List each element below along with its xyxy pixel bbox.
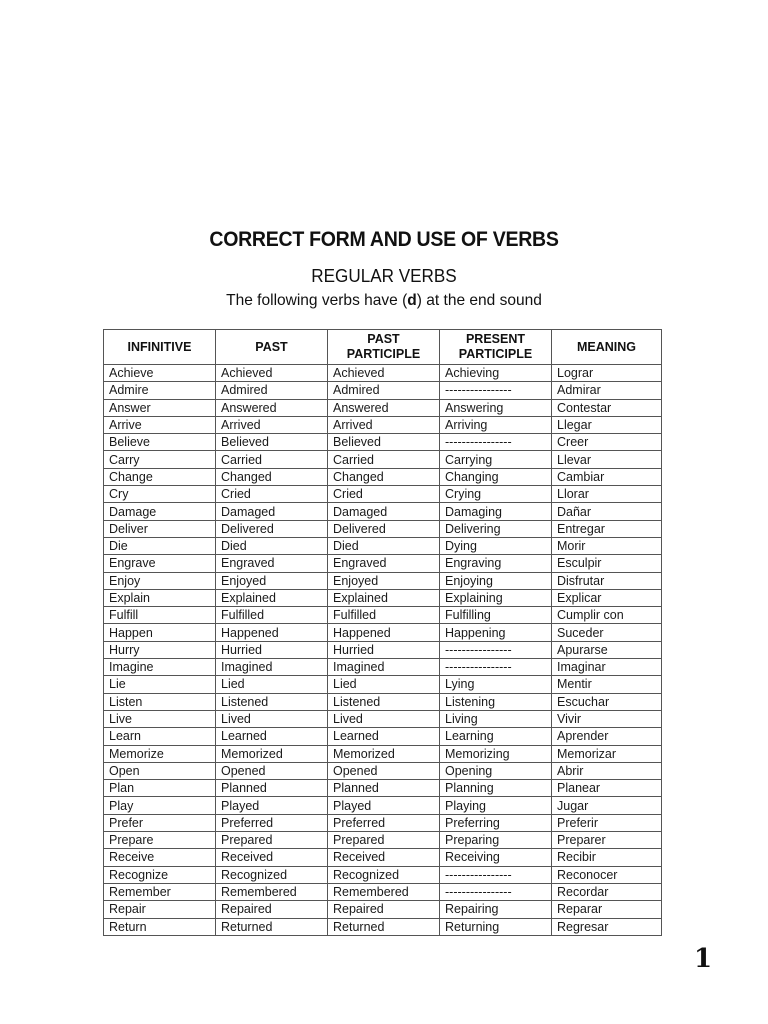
cell-meaning: Aprender: [552, 728, 662, 745]
cell-past-participle: Received: [328, 849, 440, 866]
cell-infinitive: Answer: [104, 399, 216, 416]
cell-infinitive: Plan: [104, 780, 216, 797]
cell-infinitive: Enjoy: [104, 572, 216, 589]
cell-meaning: Contestar: [552, 399, 662, 416]
table-row: [104, 849, 662, 866]
intro-note-before: The following verbs have (: [226, 292, 408, 309]
cell-past-participle: Remembered: [328, 883, 440, 900]
column-header-label: PARTICIPLE: [458, 347, 533, 361]
cell-present-participle: Happening: [440, 624, 552, 641]
cell-infinitive: Imagine: [104, 659, 216, 676]
table-row: [104, 728, 662, 745]
cell-present-participle: ----------------: [440, 434, 552, 451]
cell-infinitive: Engrave: [104, 555, 216, 572]
table-row: [104, 641, 662, 658]
cell-present-participle: Dying: [440, 537, 552, 554]
cell-meaning: Dañar: [552, 503, 662, 520]
cell-infinitive: Admire: [104, 382, 216, 399]
cell-present-participle: ----------------: [440, 866, 552, 883]
column-header-label: PAST: [367, 332, 400, 346]
cell-past: Engraved: [216, 555, 328, 572]
cell-present-participle: Answering: [440, 399, 552, 416]
cell-past-participle: Explained: [328, 589, 440, 606]
table-row: [104, 520, 662, 537]
cell-past: Returned: [216, 918, 328, 935]
cell-past: Planned: [216, 780, 328, 797]
cell-meaning: Entregar: [552, 520, 662, 537]
cell-past-participle: Lived: [328, 710, 440, 727]
cell-infinitive: Lie: [104, 676, 216, 693]
table-row: [104, 745, 662, 762]
header-past-participle: [328, 330, 440, 365]
cell-past-participle: Enjoyed: [328, 572, 440, 589]
cell-infinitive: Believe: [104, 434, 216, 451]
cell-present-participle: Changing: [440, 468, 552, 485]
cell-meaning: Admirar: [552, 382, 662, 399]
cell-past-participle: Arrived: [328, 416, 440, 433]
column-header-label: PARTICIPLE: [346, 347, 421, 361]
cell-present-participle: Delivering: [440, 520, 552, 537]
cell-present-participle: Returning: [440, 918, 552, 935]
cell-present-participle: Memorizing: [440, 745, 552, 762]
cell-past: Arrived: [216, 416, 328, 433]
cell-past-participle: Played: [328, 797, 440, 814]
cell-past-participle: Listened: [328, 693, 440, 710]
cell-present-participle: Living: [440, 710, 552, 727]
section-heading: REGULAR VERBS: [311, 266, 457, 286]
cell-past: Memorized: [216, 745, 328, 762]
table-row: [104, 416, 662, 433]
cell-past: Admired: [216, 382, 328, 399]
cell-past-participle: Preferred: [328, 814, 440, 831]
cell-present-participle: Opening: [440, 762, 552, 779]
cell-present-participle: Damaging: [440, 503, 552, 520]
verbs-table-body: [104, 365, 662, 936]
cell-past: Opened: [216, 762, 328, 779]
column-header-label: PAST: [255, 339, 288, 354]
cell-present-participle: ----------------: [440, 641, 552, 658]
cell-meaning: Reparar: [552, 901, 662, 918]
cell-past-participle: Believed: [328, 434, 440, 451]
cell-past: Recognized: [216, 866, 328, 883]
cell-present-participle: Repairing: [440, 901, 552, 918]
table-row: [104, 624, 662, 641]
cell-infinitive: Listen: [104, 693, 216, 710]
cell-past-participle: Repaired: [328, 901, 440, 918]
cell-infinitive: Arrive: [104, 416, 216, 433]
cell-infinitive: Remember: [104, 883, 216, 900]
cell-meaning: Suceder: [552, 624, 662, 641]
cell-present-participle: Playing: [440, 797, 552, 814]
cell-past-participle: Carried: [328, 451, 440, 468]
cell-present-participle: Listening: [440, 693, 552, 710]
cell-meaning: Preparer: [552, 832, 662, 849]
cell-meaning: Morir: [552, 537, 662, 554]
cell-meaning: Llevar: [552, 451, 662, 468]
cell-infinitive: Cry: [104, 486, 216, 503]
cell-meaning: Disfrutar: [552, 572, 662, 589]
cell-past-participle: Lied: [328, 676, 440, 693]
cell-present-participle: Carrying: [440, 451, 552, 468]
cell-past-participle: Recognized: [328, 866, 440, 883]
cell-present-participle: Planning: [440, 780, 552, 797]
cell-infinitive: Die: [104, 537, 216, 554]
cell-past: Imagined: [216, 659, 328, 676]
cell-past: Believed: [216, 434, 328, 451]
column-header-label: PRESENT: [465, 332, 526, 346]
cell-past: Answered: [216, 399, 328, 416]
table-row: [104, 399, 662, 416]
cell-infinitive: Repair: [104, 901, 216, 918]
table-row: [104, 693, 662, 710]
cell-past-participle: Answered: [328, 399, 440, 416]
cell-meaning: Lograr: [552, 365, 662, 382]
cell-infinitive: Deliver: [104, 520, 216, 537]
cell-meaning: Apurarse: [552, 641, 662, 658]
cell-present-participle: ----------------: [440, 659, 552, 676]
table-row: [104, 918, 662, 935]
cell-past-participle: Fulfilled: [328, 607, 440, 624]
cell-meaning: Mentir: [552, 676, 662, 693]
cell-infinitive: Memorize: [104, 745, 216, 762]
cell-meaning: Regresar: [552, 918, 662, 935]
cell-infinitive: Hurry: [104, 641, 216, 658]
cell-meaning: Llegar: [552, 416, 662, 433]
cell-meaning: Memorizar: [552, 745, 662, 762]
cell-meaning: Escuchar: [552, 693, 662, 710]
page-title: CORRECT FORM AND USE OF VERBS: [209, 228, 559, 251]
cell-present-participle: Engraving: [440, 555, 552, 572]
table-row: [104, 572, 662, 589]
cell-past: Remembered: [216, 883, 328, 900]
cell-meaning: Imaginar: [552, 659, 662, 676]
cell-past-participle: Happened: [328, 624, 440, 641]
cell-meaning: Jugar: [552, 797, 662, 814]
cell-infinitive: Live: [104, 710, 216, 727]
table-row: [104, 589, 662, 606]
cell-infinitive: Fulfill: [104, 607, 216, 624]
cell-past-participle: Engraved: [328, 555, 440, 572]
cell-past-participle: Damaged: [328, 503, 440, 520]
cell-infinitive: Receive: [104, 849, 216, 866]
cell-meaning: Recibir: [552, 849, 662, 866]
cell-present-participle: Preferring: [440, 814, 552, 831]
cell-past-participle: Planned: [328, 780, 440, 797]
cell-present-participle: Crying: [440, 486, 552, 503]
table-row: [104, 780, 662, 797]
cell-meaning: Esculpir: [552, 555, 662, 572]
cell-infinitive: Prefer: [104, 814, 216, 831]
cell-present-participle: Arriving: [440, 416, 552, 433]
table-row: [104, 832, 662, 849]
cell-past: Preferred: [216, 814, 328, 831]
table-row: [104, 451, 662, 468]
table-row: [104, 797, 662, 814]
header-row: [104, 330, 662, 365]
cell-meaning: Preferir: [552, 814, 662, 831]
table-row: [104, 676, 662, 693]
cell-past: Died: [216, 537, 328, 554]
table-row: [104, 659, 662, 676]
cell-present-participle: Enjoying: [440, 572, 552, 589]
cell-past-participle: Achieved: [328, 365, 440, 382]
cell-past: Repaired: [216, 901, 328, 918]
cell-past: Cried: [216, 486, 328, 503]
table-row: [104, 710, 662, 727]
cell-past: Lied: [216, 676, 328, 693]
cell-past: Prepared: [216, 832, 328, 849]
table-row: [104, 365, 662, 382]
cell-infinitive: Play: [104, 797, 216, 814]
verbs-table-header: [104, 330, 662, 365]
cell-meaning: Reconocer: [552, 866, 662, 883]
cell-past: Fulfilled: [216, 607, 328, 624]
cell-infinitive: Carry: [104, 451, 216, 468]
table-row: [104, 866, 662, 883]
table-row: [104, 434, 662, 451]
cell-infinitive: Open: [104, 762, 216, 779]
cell-past: Listened: [216, 693, 328, 710]
column-header-label: MEANING: [576, 339, 637, 354]
cell-infinitive: Explain: [104, 589, 216, 606]
cell-past: Enjoyed: [216, 572, 328, 589]
header-past: [216, 330, 328, 365]
cell-past-participle: Opened: [328, 762, 440, 779]
intro-note-emphasis: d: [407, 292, 417, 309]
cell-present-participle: Achieving: [440, 365, 552, 382]
cell-infinitive: Damage: [104, 503, 216, 520]
page-number: 1: [694, 944, 713, 974]
header-meaning: [552, 330, 662, 365]
cell-past: Learned: [216, 728, 328, 745]
intro-note: [12, 292, 757, 310]
cell-past-participle: Prepared: [328, 832, 440, 849]
table-row: [104, 762, 662, 779]
cell-past-participle: Hurried: [328, 641, 440, 658]
cell-meaning: Vivir: [552, 710, 662, 727]
cell-past: Happened: [216, 624, 328, 641]
cell-past: Changed: [216, 468, 328, 485]
cell-past: Played: [216, 797, 328, 814]
header-present-participle: [440, 330, 552, 365]
cell-past: Hurried: [216, 641, 328, 658]
cell-meaning: Cambiar: [552, 468, 662, 485]
cell-infinitive: Change: [104, 468, 216, 485]
cell-past: Delivered: [216, 520, 328, 537]
cell-present-participle: Explaining: [440, 589, 552, 606]
cell-meaning: Explicar: [552, 589, 662, 606]
table-row: [104, 503, 662, 520]
table-row: [104, 901, 662, 918]
cell-past-participle: Returned: [328, 918, 440, 935]
cell-past-participle: Cried: [328, 486, 440, 503]
cell-past-participle: Memorized: [328, 745, 440, 762]
cell-infinitive: Happen: [104, 624, 216, 641]
cell-present-participle: ----------------: [440, 382, 552, 399]
table-row: [104, 883, 662, 900]
cell-present-participle: ----------------: [440, 883, 552, 900]
cell-present-participle: Receiving: [440, 849, 552, 866]
table-row: [104, 814, 662, 831]
cell-present-participle: Lying: [440, 676, 552, 693]
cell-past: Carried: [216, 451, 328, 468]
cell-present-participle: Preparing: [440, 832, 552, 849]
cell-past: Received: [216, 849, 328, 866]
cell-infinitive: Learn: [104, 728, 216, 745]
table-row: [104, 607, 662, 624]
cell-meaning: Recordar: [552, 883, 662, 900]
cell-meaning: Creer: [552, 434, 662, 451]
cell-past-participle: Delivered: [328, 520, 440, 537]
cell-meaning: Cumplir con: [552, 607, 662, 624]
cell-present-participle: Fulfilling: [440, 607, 552, 624]
cell-infinitive: Achieve: [104, 365, 216, 382]
cell-past-participle: Admired: [328, 382, 440, 399]
cell-present-participle: Learning: [440, 728, 552, 745]
verbs-table: [103, 329, 662, 936]
table-row: [104, 537, 662, 554]
cell-past: Achieved: [216, 365, 328, 382]
cell-past: Lived: [216, 710, 328, 727]
cell-infinitive: Return: [104, 918, 216, 935]
intro-note-after: ) at the end sound: [416, 292, 542, 309]
cell-past: Damaged: [216, 503, 328, 520]
cell-meaning: Planear: [552, 780, 662, 797]
column-header-label: INFINITIVE: [127, 339, 192, 354]
header-infinitive: [104, 330, 216, 365]
cell-meaning: Abrir: [552, 762, 662, 779]
table-row: [104, 382, 662, 399]
cell-past-participle: Changed: [328, 468, 440, 485]
table-row: [104, 555, 662, 572]
cell-infinitive: Prepare: [104, 832, 216, 849]
cell-infinitive: Recognize: [104, 866, 216, 883]
cell-past-participle: Died: [328, 537, 440, 554]
table-row: [104, 468, 662, 485]
cell-past-participle: Imagined: [328, 659, 440, 676]
table-row: [104, 486, 662, 503]
cell-meaning: Llorar: [552, 486, 662, 503]
cell-past-participle: Learned: [328, 728, 440, 745]
cell-past: Explained: [216, 589, 328, 606]
